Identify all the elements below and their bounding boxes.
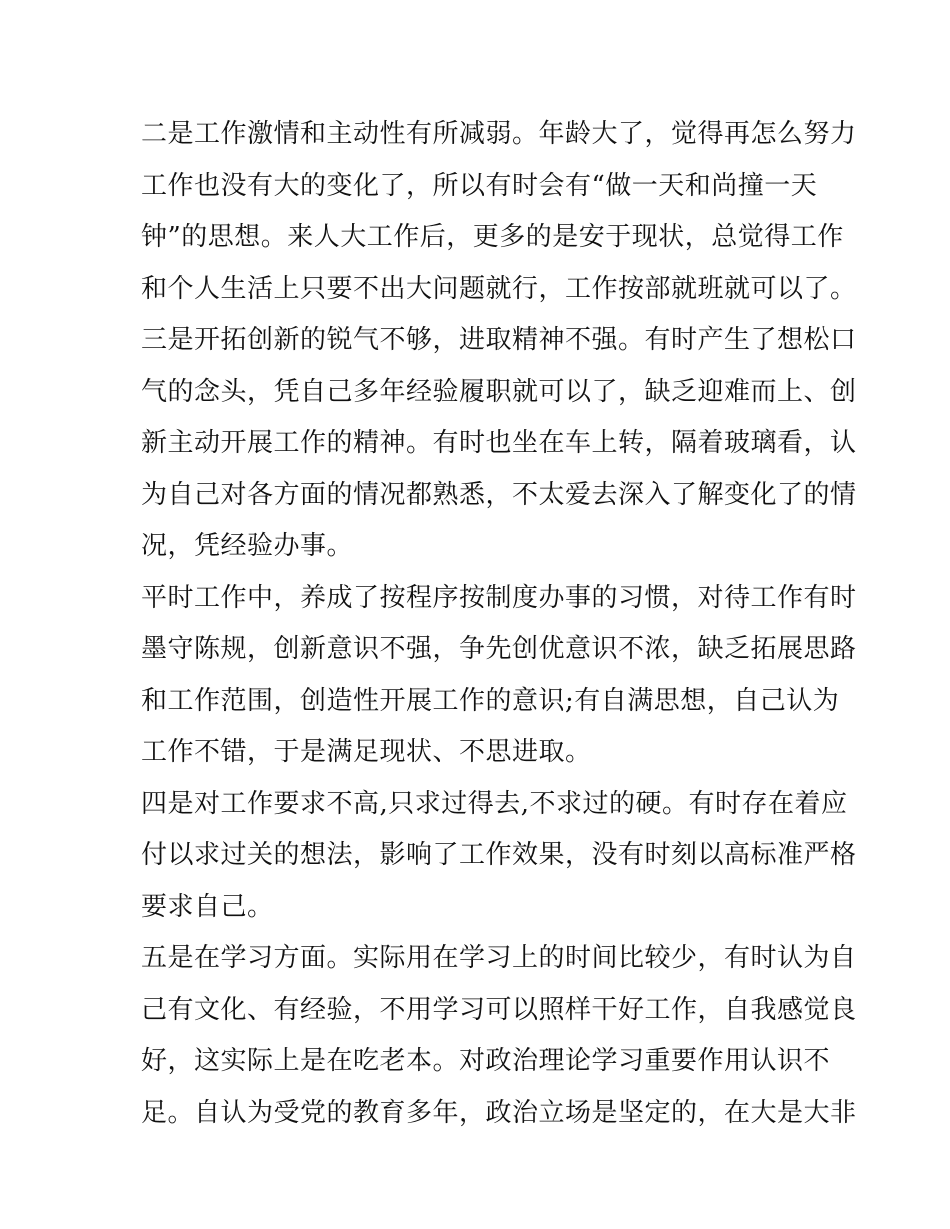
text-line: 况，凭经验办事。 bbox=[141, 531, 354, 561]
text-line: 二是工作激情和主动性有所减弱。年龄大了，觉得再怎么努力 bbox=[141, 119, 857, 149]
text-line: 和工作范围，创造性开展工作的意识;有自满思想，自己认为 bbox=[141, 685, 840, 716]
text-line: 要求自己。 bbox=[141, 891, 274, 922]
text-line: 为自己对各方面的情况都熟悉，不太爱去深入了解变化了的情 bbox=[141, 479, 857, 510]
text-line: 墨守陈规，创新意识不强，争先创优意识不浓，缺乏拓展思路 bbox=[141, 634, 857, 664]
body-text bbox=[141, 109, 857, 1139]
text-line: 好，这实际上是在吃老本。对政治理论学习重要作用认识不 bbox=[141, 1046, 831, 1076]
text-line: 工作不错，于是满足现状、不思进取。 bbox=[141, 737, 592, 767]
text-line: 气的念头，凭自己多年经验履职就可以了，缺乏迎难而上、创 bbox=[141, 376, 857, 407]
text-line: 平时工作中，养成了按程序按制度办事的习惯，对待工作有时 bbox=[141, 582, 857, 613]
text-line: 和个人生活上只要不出大问题就行，工作按部就班就可以了。 bbox=[141, 273, 857, 304]
text-line: 四是对工作要求不高,只求过得去,不求过的硬。有时存在着应 bbox=[141, 788, 848, 819]
text-line: 工作也没有大的变化了，所以有时会有“做一天和尚撞一天 bbox=[141, 170, 818, 201]
text-line: 付以求过关的想法，影响了工作效果，没有时刻以高标准严格 bbox=[141, 840, 857, 870]
text-line: 五是在学习方面。实际用在学习上的时间比较少，有时认为自 bbox=[141, 943, 857, 973]
text-line: 足。自认为受党的教育多年，政治立场是坚定的，在大是大非 bbox=[141, 1097, 857, 1128]
text-line: 新主动开展工作的精神。有时也坐在车上转，隔着玻璃看，认 bbox=[141, 428, 857, 458]
text-line: 三是开拓创新的锐气不够，进取精神不强。有时产生了想松口 bbox=[141, 325, 857, 355]
text-line: 钟”的思想。来人大工作后，更多的是安于现状，总觉得工作 bbox=[141, 222, 844, 252]
text-line: 己有文化、有经验，不用学习可以照样干好工作，自我感觉良 bbox=[141, 994, 857, 1025]
